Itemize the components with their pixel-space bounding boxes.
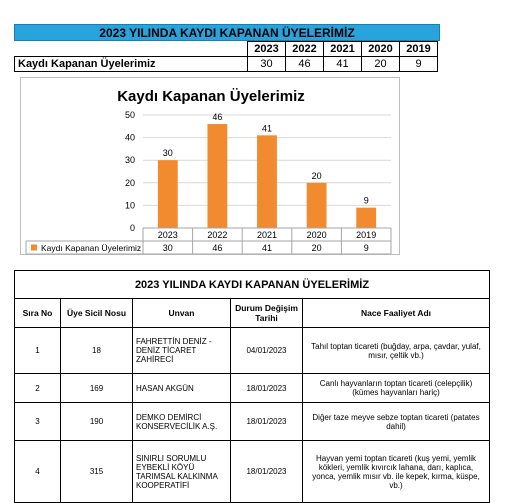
cell-nace: Canlı hayvanların toptan ticareti (celepçilik) (kümes hayvanları hariç) (303, 374, 490, 403)
category-label: 2019 (356, 230, 377, 240)
y-tick-label: 0 (129, 223, 135, 233)
cell-tarih: 18/01/2023 (231, 403, 303, 441)
summary-value: 9 (400, 57, 438, 72)
header-nace: Nace Faaliyet Adı (303, 299, 490, 328)
header-unvan: Unvan (133, 299, 231, 328)
details-title: 2023 YILINDA KAYDI KAPANAN ÜYELERİMİZ (15, 271, 490, 299)
summary-header-row (15, 42, 438, 57)
y-tick-label: 40 (124, 132, 135, 143)
summary-value: 41 (324, 57, 362, 72)
chart-title: Kaydı Kapanan Üyelerimiz (117, 88, 305, 105)
cell-sira: 1 (15, 328, 61, 374)
cell-unvan: SINIRLI SORUMLU EYBEKLİ KÖYÜ TARIMSAL KALKINMA KOOPERATİFİ (133, 441, 231, 503)
summary-row-label: Kaydı Kapanan Üyelerimiz (15, 57, 248, 72)
summary-corner (15, 42, 248, 57)
data-label: 20 (311, 170, 322, 181)
category-label: 2023 (157, 230, 178, 240)
data-label: 9 (363, 195, 369, 206)
cell-nace: Tahıl toptan ticareti (buğday, arpa, çavdar, yulaf, mısır, çeltik vb.) (303, 328, 490, 374)
y-tick-label: 10 (124, 200, 135, 211)
summary-year: 2023 (248, 42, 286, 57)
summary-year: 2021 (324, 42, 362, 57)
y-tick-label: 50 (124, 110, 135, 120)
data-label: 30 (162, 148, 173, 159)
table-row (15, 441, 490, 503)
summary-year: 2022 (286, 42, 324, 57)
cell-tarih: 18/01/2023 (231, 441, 303, 503)
summary-value-row (15, 57, 438, 72)
summary-title: 2023 YILINDA KAYDI KAPANAN ÜYELERİMİZ (14, 24, 440, 41)
category-label: 2021 (256, 230, 278, 240)
legend-swatch (31, 245, 37, 251)
summary-value: 30 (248, 57, 286, 72)
table-row (15, 374, 490, 403)
header-sicil-no: Üye Sicil Nosu (61, 299, 133, 328)
bar-chart-svg (21, 78, 401, 256)
details-header-row (15, 299, 490, 328)
cell-unvan: FAHRETTİN DENİZ - DENİZ TİCARET ZAHİRECİ (133, 328, 231, 374)
header-sira-no: Sıra No (15, 299, 61, 328)
summary-year: 2020 (362, 42, 400, 57)
cell-sicil: 315 (61, 441, 133, 503)
header-durum-tarihi: Durum Değişim Tarihi (231, 299, 303, 328)
y-tick-label: 20 (124, 177, 135, 188)
bar (356, 208, 376, 228)
table-value: 46 (212, 243, 223, 253)
data-label: 41 (261, 123, 273, 134)
cell-sira: 4 (15, 441, 61, 503)
table-value: 20 (311, 243, 322, 253)
category-label: 2022 (207, 230, 228, 240)
cell-unvan: HASAN AKGÜN (133, 374, 231, 403)
bar (257, 135, 277, 228)
table-value: 41 (261, 243, 273, 253)
cell-tarih: 18/01/2023 (231, 374, 303, 403)
cell-sicil: 169 (61, 374, 133, 403)
details-table (14, 270, 490, 503)
cell-sira: 3 (15, 403, 61, 441)
table-value: 9 (363, 243, 369, 253)
cell-tarih: 04/01/2023 (231, 328, 303, 374)
table-row (15, 403, 490, 441)
bar (158, 160, 178, 228)
data-label: 46 (212, 112, 223, 123)
table-value: 30 (162, 243, 173, 253)
cell-unvan: DEMKO DEMİRCİ KONSERVECİLİK A.Ş. (133, 403, 231, 441)
cell-sicil: 18 (61, 328, 133, 374)
cell-nace: Hayvan yemi toptan ticareti (kuş yemi, yemlik kökleri, yemlik kıvırcık lahana, darı, kaplıca, yonca, yemlik mısır vb. ile kepek, kırma, küspe, vb.) (303, 441, 490, 503)
summary-table (14, 41, 438, 72)
summary-value: 46 (286, 57, 324, 72)
cell-sira: 2 (15, 374, 61, 403)
table-row (15, 328, 490, 374)
y-tick-label: 30 (124, 155, 135, 166)
bar-chart (20, 77, 400, 255)
cell-sicil: 190 (61, 403, 133, 441)
bar (207, 124, 227, 228)
bar (307, 183, 327, 228)
cell-nace: Diğer taze meyve sebze toptan ticareti (patates dahil) (303, 403, 490, 441)
legend-label: Kaydı Kapanan Üyelerimiz (41, 243, 142, 253)
summary-year: 2019 (400, 42, 438, 57)
summary-value: 20 (362, 57, 400, 72)
category-label: 2020 (306, 230, 327, 240)
